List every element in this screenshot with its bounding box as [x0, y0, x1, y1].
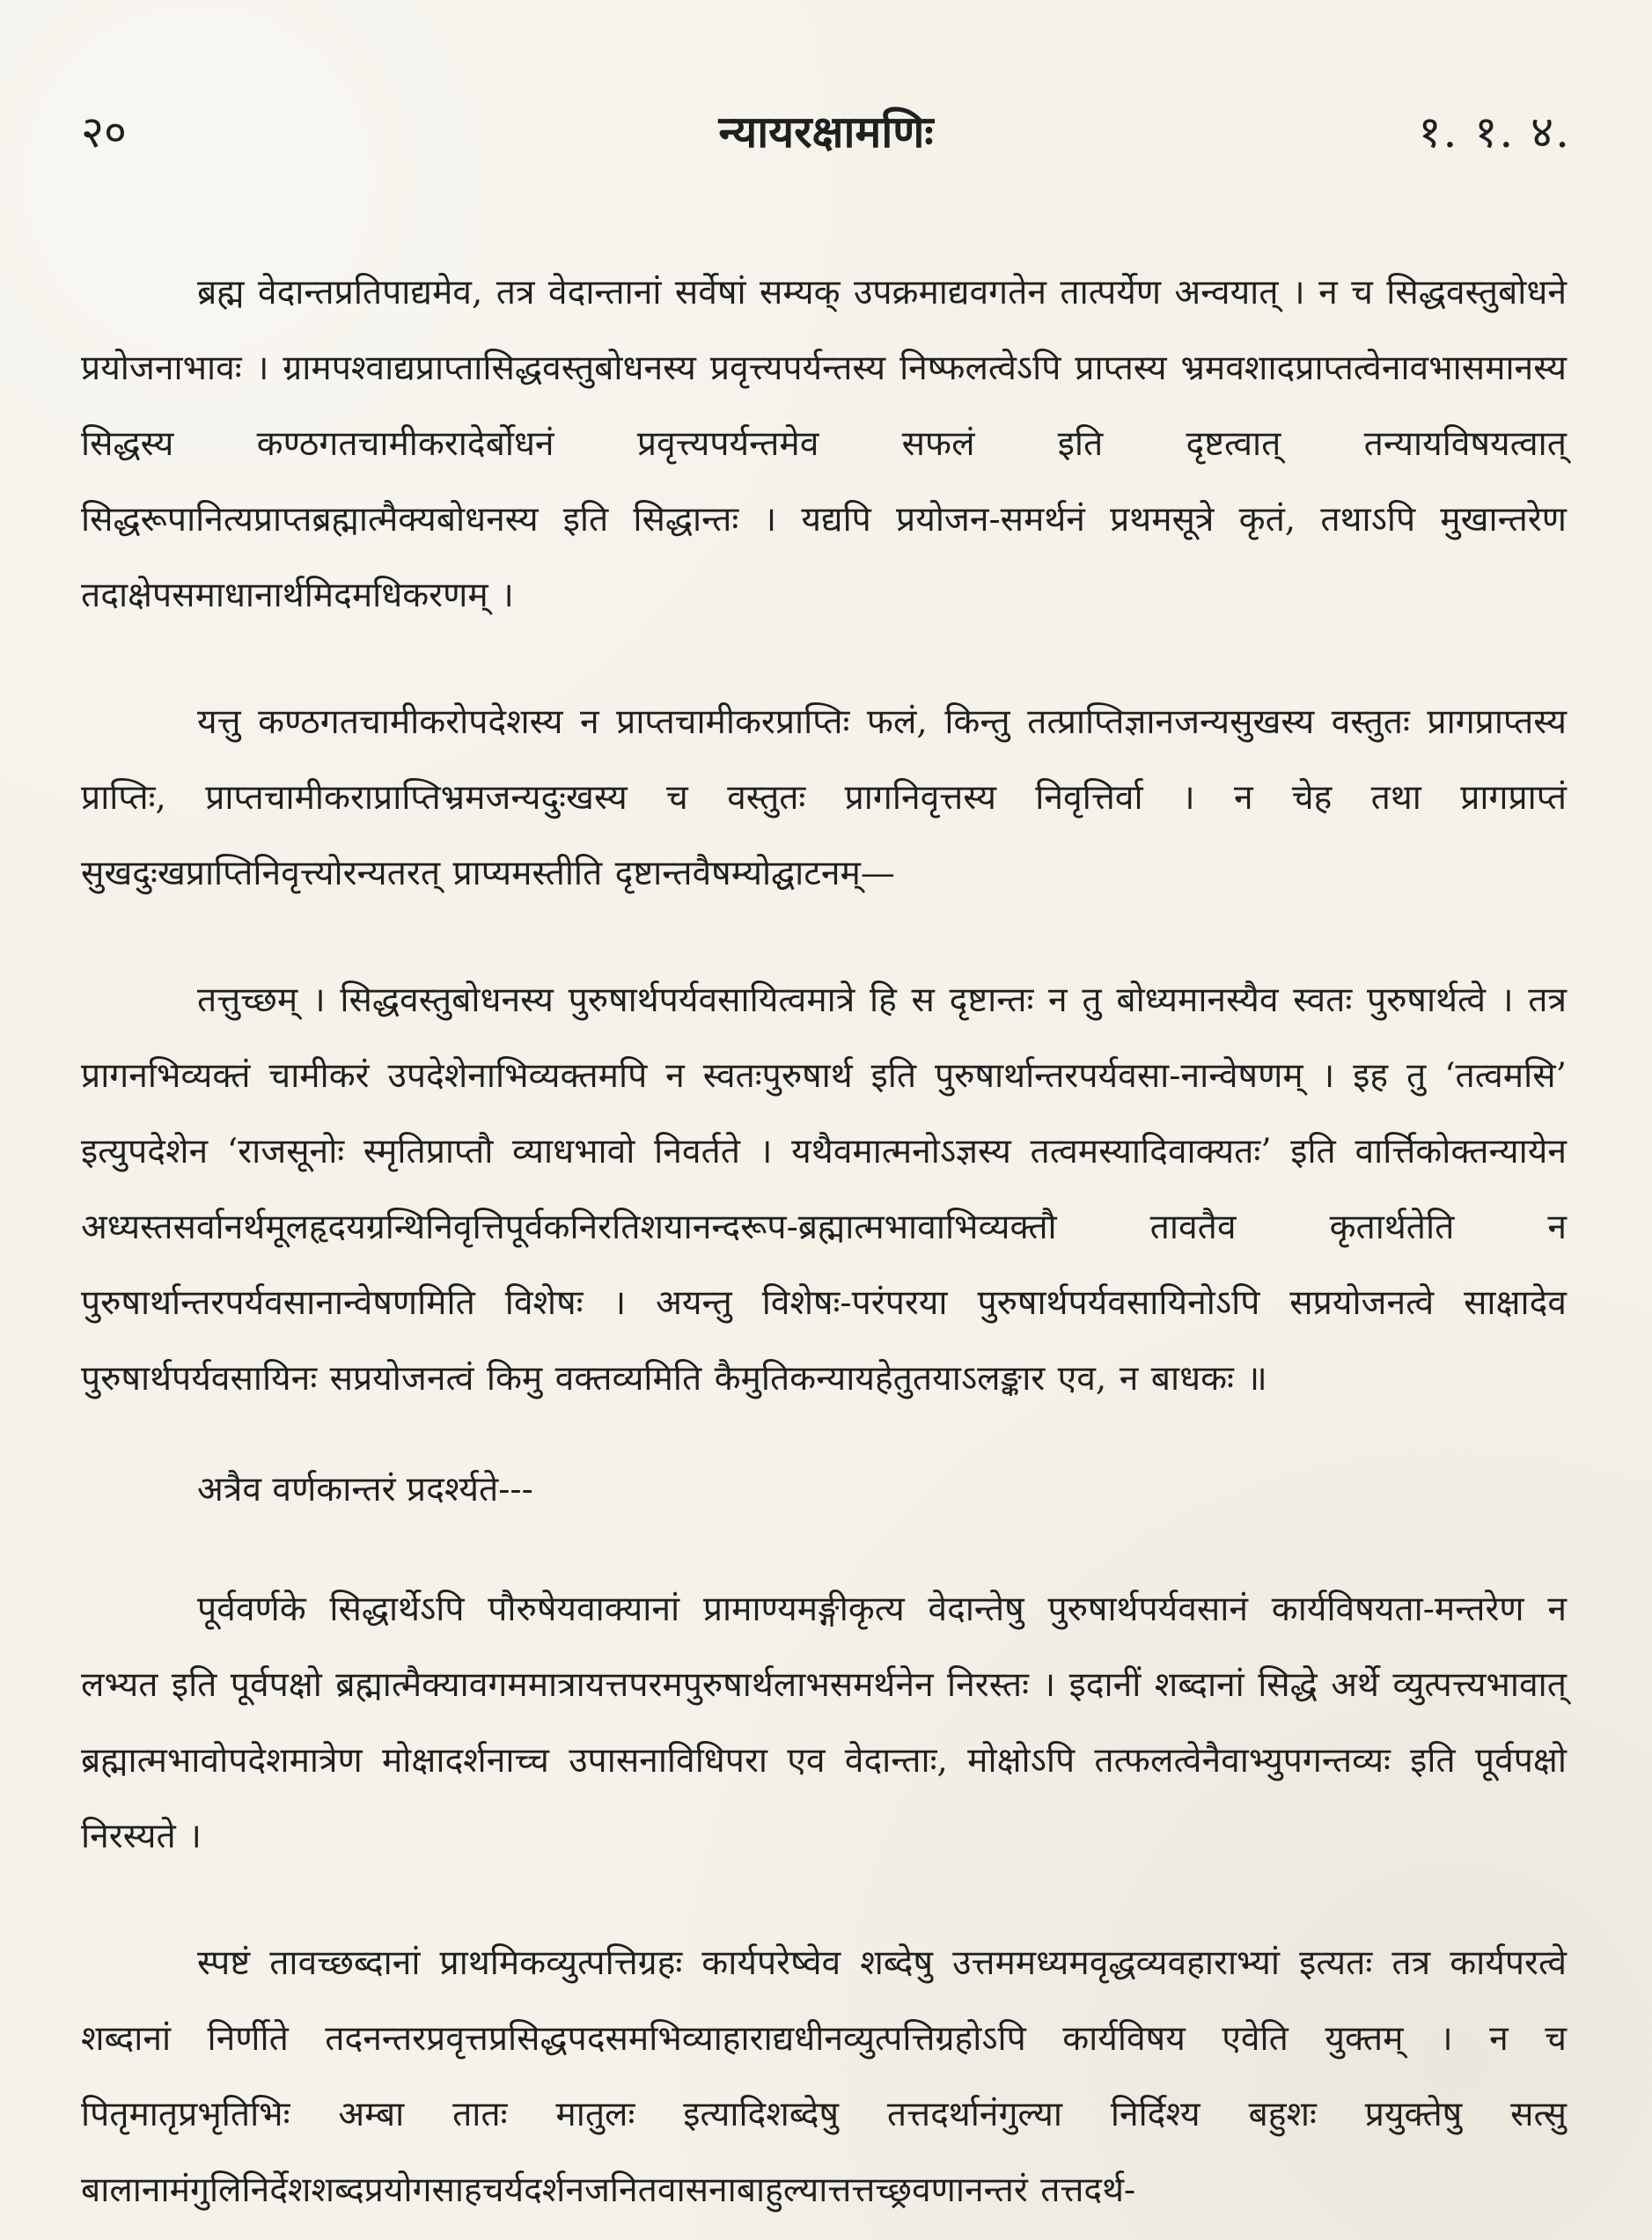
running-head — [81, 106, 1571, 158]
page-title: न्यायरक्षामणिः — [718, 106, 934, 158]
paragraph-gap — [81, 1875, 1567, 1926]
paragraph-1: ब्रह्म वेदान्तप्रतिपाद्यमेव, तत्र वेदान्तानां सर्वेषां सम्यक् उपक्रमाद्यवगतेन तात्पर्येण अन्वयात् । न च सिद्धवस्तुबोधने प्रयोजनाभावः । ग्रामपश्वाद्यप्राप्तासिद्धवस्तुबोधनस्य प्रवृत्त्यपर्यन्तस्य निष्फलत्वेऽपि प्राप्तस्य भ्रमवशादप्राप्तत्वेनावभासमानस्य सिद्धस्य कण्ठगतचामीकरादेर्बोधनं प्रवृत्त्यपर्यन्तमेव सफलं इति दृष्टत्वात् तन्यायविषयत्वात् सिद्धरूपानित्यप्राप्तब्रह्मात्मैक्यबोधनस्य इति सिद्धान्तः । यद्यपि प्रयोजन-समर्थनं प्रथमसूत्रे कृतं, तथाऽपि मुखान्तरेण तदाक्षेपसमाधानार्थमिदमधिकरणम् । — [81, 273, 1567, 615]
paragraph-gap — [81, 1521, 1567, 1572]
paragraph-gap — [81, 634, 1567, 685]
page-number: २० — [81, 106, 127, 158]
paragraph-5: स्पष्टं तावच्छब्दानां प्राथमिकव्युत्पत्तिग्रहः कार्यपरेष्वेव शब्देषु उत्तममध्यमवृद्धव्यवहाराभ्यां इत्यतः तत्र कार्यपरत्वे शब्दानां निर्णीते तदनन्तरप्रवृत्तप्रसिद्धपदसमभिव्याहाराद्यधीनव्युत्पत्तिग्रहोऽपि कार्यविषय एवेति युक्तम् । न च पितृमातृप्रभृतिभिः अम्बा तातः मातुलः इत्यादिशब्देषु तत्तदर्थानंगुल्या निर्दिश्य बहुशः प्रयुक्तेषु सत्सु बालानामंगुलिनिर्देशशब्दप्रयोगसाहचर्यदर्शनजनितवासनाबाहुल्यात्तत्तच्छ्रवणानन्तरं तत्तदर्थ- — [81, 1943, 1567, 2210]
paragraph-gap — [81, 912, 1567, 963]
paragraph-4: पूर्ववर्णके सिद्धार्थेऽपि पौरुषेयवाक्यानां प्रामाण्यमङ्गीकृत्य वेदान्तेषु पुरुषार्थपर्यवसानं कार्यविषयता-मन्तरेण न लभ्यत इति पूर्वपक्षो ब्रह्मात्मैक्यावगममात्रायत्तपरमपुरुषार्थलाभसमर्थनेन निरस्तः । इदानीं शब्दानां सिद्धे अर्थे व्युत्पत्त्यभावात् ब्रह्मात्मभावोपदेशमात्रेण मोक्षादर्शनाच्च उपासनाविधिपरा एव वेदान्ताः, मोक्षोऽपि तत्फलत्वेनैवाभ्युपगन्तव्यः इति पूर्वपक्षो निरस्यते । — [81, 1590, 1567, 1856]
section-number: १. १. ४. — [1418, 106, 1571, 158]
document-body — [81, 255, 1567, 2210]
paragraph-3: तत्तुच्छम् । सिद्धवस्तुबोधनस्य पुरुषार्थपर्यवसायित्वमात्रे हि स दृष्टान्तः न तु बोध्यमानस्यैव स्वतः पुरुषार्थत्वे । तत्र प्रागनभिव्यक्तं चामीकरं उपदेशेनाभिव्यक्तमपि न स्वतःपुरुषार्थ इति पुरुषार्थान्तरपर्यवसा-नान्वेषणम् । इह तु ‘तत्वमसि’ इत्युपदेशेन ‘राजसूनोः स्मृतिप्राप्तौ व्याधभावो निवर्तते । यथैवमात्मनोऽज्ञस्य तत्वमस्यादिवाक्यतः’ इति वार्त्तिकोक्तन्यायेन अध्यस्तसर्वानर्थमूलहृदयग्रन्थिनिवृत्तिपूर्वकनिरतिशयानन्दरूप-ब्रह्मात्मभावाभिव्यक्तौ तावतैव कृतार्थतेति न पुरुषार्थान्तरपर्यवसानान्वेषणमिति विशेषः । अयन्तु विशेषः-परंपरया पुरुषार्थपर्यवसायिनोऽपि सप्रयोजनत्वे साक्षादेव पुरुषार्थपर्यवसायिनः सप्रयोजनत्वं किमु वक्तव्यमिति कैमुतिकन्यायहेतुतयाऽलङ्कार एव, न बाधकः ॥ — [81, 980, 1567, 1399]
paragraph-2: यत्तु कण्ठगतचामीकरोपदेशस्य न प्राप्तचामीकरप्राप्तिः फलं, किन्तु तत्प्राप्तिज्ञानजन्यसुखस्य वस्तुतः प्रागप्राप्तस्य प्राप्तिः, प्राप्तचामीकराप्राप्तिभ्रमजन्यदुःखस्य च वस्तुतः प्रागनिवृत्तस्य निवृत्तिर्वा । न चेह तथा प्रागप्राप्तं सुखदुःखप्राप्तिनिवृत्त्योरन्यतरत् प्राप्यमस्तीति दृष्टान्तवैषम्योद्घाटनम्— — [81, 702, 1567, 893]
paragraph-gap — [81, 1417, 1567, 1459]
subheading: अत्रैव वर्णकान्तरं प्रदर्श्यते--- — [197, 1470, 533, 1509]
